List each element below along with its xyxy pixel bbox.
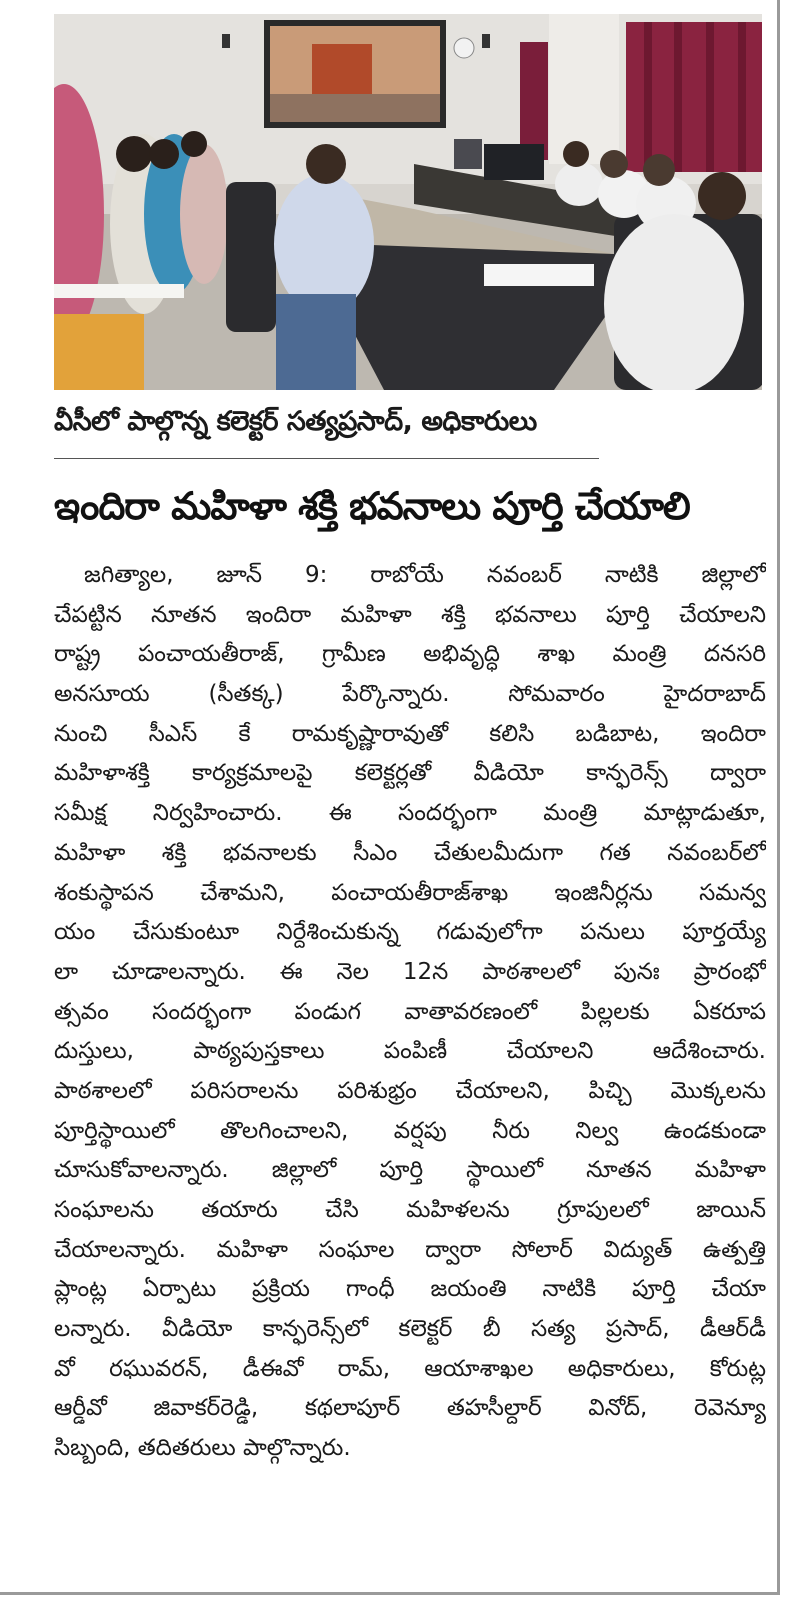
article-headline: ఇందిరా మహిళా శక్తి భవనాలు పూర్తి చేయాలి: [54, 484, 690, 528]
article-line: రాష్ట్ర పంచాయతీరాజ్, గ్రామీణ అభివృద్ధి శాఖ మంత్రి దనసరి: [54, 641, 766, 668]
article-line: వో రఘువరన్, డీఈవో రామ్, ఆయాశాఖల అధికారులు, కోరుట్ల: [54, 1355, 766, 1382]
article-line: నుంచి సీఎస్ కే రామకృష్ణారావుతో కలిసి బడిబాట, ఇందిరా: [54, 720, 766, 747]
article-line: అనసూయ (సీతక్క) పేర్కొన్నారు. సోమవారం హైదరాబాద్: [54, 681, 766, 708]
article-body: [54, 556, 766, 1469]
article-line: యం చేసుకుంటూ నిర్దేశించుకున్న గడువులోగా పనులు పూర్తయ్యే: [54, 919, 766, 946]
article-line: సంఘాలను తయారు చేసి మహిళలను గ్రూపులలో జాయిన్: [54, 1197, 766, 1223]
article-line: లా చూడాలన్నారు. ఈ నెల 12న పాఠశాలలో పునః ప్రారంభో: [54, 958, 766, 985]
article-line: లన్నారు. వీడియో కాన్ఫరెన్స్‌లో కలెక్టర్ బీ సత్య ప్రసాద్, డీఆర్‌డీ: [54, 1316, 766, 1343]
news-photo: [54, 14, 762, 390]
article-line: మహిళా శక్తి భవనాలకు సీఎం చేతులమీదుగా గత నవంబర్‌లో: [54, 839, 766, 866]
article-line: చూసుకోవాలన్నారు. జిల్లాలో పూర్తి స్థాయిలో నూతన మహిళా: [54, 1157, 766, 1184]
article-line: ఆర్డీవో జివాకర్‌రెడ్డి, కథలాపూర్ తహసీల్దార్ వినోద్, రెవెన్యూ: [54, 1395, 766, 1422]
article-line: చేయాలన్నారు. మహిళా సంఘాల ద్వారా సోలార్ విద్యుత్ ఉత్పత్తి: [54, 1236, 766, 1263]
caption-divider: [54, 458, 599, 459]
photo-caption: వీసీలో పాల్గొన్న కలెక్టర్ సత్యప్రసాద్, అధికారులు: [54, 406, 537, 437]
article-line: త్సవం సందర్భంగా పండుగ వాతావరణంలో పిల్లలకు ఏకరూప: [54, 998, 766, 1025]
article-line: శంకుస్థాపన చేశామని, పంచాయతీరాజ్‌శాఖ ఇంజినీర్లను సమన్వ: [54, 879, 766, 906]
article-line: సిబ్బంది, తదితరులు పాల్గొన్నారు.: [54, 1435, 351, 1462]
article-line: సమీక్ష నిర్వహించారు. ఈ సందర్భంగా మంత్రి మాట్లాడుతూ,: [54, 800, 766, 827]
article-line: మహిళాశక్తి కార్యక్రమాలపై కలెక్టర్లతో వీడియో కాన్ఫరెన్స్ ద్వారా: [54, 760, 766, 787]
article-line: దుస్తులు, పాఠ్యపుస్తకాలు పంపిణీ చేయాలని ఆదేశించారు.: [54, 1038, 766, 1065]
article-line: పూర్తిస్థాయిలో తొలగించాలని, వర్షపు నీరు నిల్వ ఉండకుండా: [54, 1117, 766, 1144]
article-line: చేపట్టిన నూతన ఇందిరా మహిళా శక్తి భవనాలు పూర్తి చేయాలని: [54, 601, 766, 628]
article-line: జగిత్యాల, జూన్ 9: రాబోయే నవంబర్ నాటికి జిల్లాలో: [84, 562, 766, 588]
photo-icon: [54, 14, 762, 390]
article-line: ప్లాంట్ల ఏర్పాటు ప్రక్రియ గాంధీ జయంతి నాటికి పూర్తి చేయా: [54, 1276, 766, 1303]
article-line: పాఠశాలలో పరిసరాలను పరిశుభ్రం చేయాలని, పిచ్చి మొక్కలను: [54, 1077, 766, 1104]
